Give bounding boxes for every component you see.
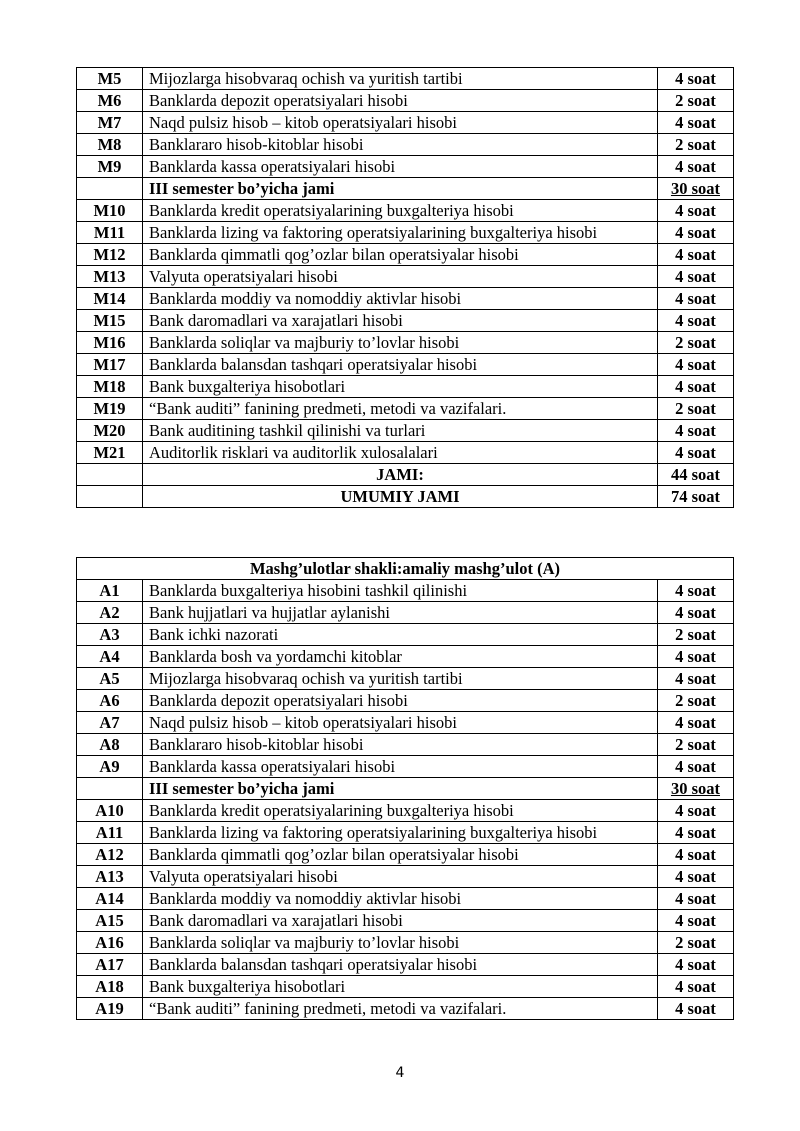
- table-heading-row: [77, 558, 734, 580]
- row-title: Banklararo hisob-kitoblar hisobi: [143, 134, 658, 156]
- row-hours: 4 soat: [658, 756, 734, 778]
- row-code: M15: [77, 310, 143, 332]
- table-row: [77, 580, 734, 602]
- row-code: A2: [77, 602, 143, 624]
- table-row: [77, 690, 734, 712]
- table-row: [77, 420, 734, 442]
- row-title: Banklarda soliqlar va majburiy to’lovlar hisobi: [143, 932, 658, 954]
- row-title: Banklarda lizing va faktoring operatsiyalarining buxgalteriya hisobi: [143, 222, 658, 244]
- row-code: M12: [77, 244, 143, 266]
- table-heading: Mashg’ulotlar shakli:amaliy mashg’ulot (A): [77, 558, 734, 580]
- row-title: Banklararo hisob-kitoblar hisobi: [143, 734, 658, 756]
- row-title: Naqd pulsiz hisob – kitob operatsiyalari hisobi: [143, 712, 658, 734]
- row-hours: 4 soat: [658, 288, 734, 310]
- row-code: M17: [77, 354, 143, 376]
- table-row: [77, 734, 734, 756]
- row-hours: 2 soat: [658, 690, 734, 712]
- row-code: A16: [77, 932, 143, 954]
- row-title: Banklarda depozit operatsiyalari hisobi: [143, 90, 658, 112]
- table-row: [77, 756, 734, 778]
- subtotal-hours: 30 soat: [670, 779, 721, 798]
- row-title: III semester bo’yicha jami: [143, 178, 658, 200]
- page-number: 4: [395, 1065, 405, 1081]
- row-code: A12: [77, 844, 143, 866]
- table-row: [77, 200, 734, 222]
- row-hours: 4 soat: [658, 602, 734, 624]
- row-hours: 2 soat: [658, 90, 734, 112]
- row-code: A14: [77, 888, 143, 910]
- row-code: A1: [77, 580, 143, 602]
- row-hours: 4 soat: [658, 222, 734, 244]
- row-hours: 4 soat: [658, 998, 734, 1020]
- table-row: [77, 266, 734, 288]
- row-title: Banklarda qimmatli qog’ozlar bilan operatsiyalar hisobi: [143, 244, 658, 266]
- row-hours: 2 soat: [658, 134, 734, 156]
- row-title: Banklarda moddiy va nomoddiy aktivlar hisobi: [143, 288, 658, 310]
- row-title: Bank hujjatlari va hujjatlar aylanishi: [143, 602, 658, 624]
- table-row: [77, 222, 734, 244]
- row-code: A11: [77, 822, 143, 844]
- row-code: M14: [77, 288, 143, 310]
- row-title: UMUMIY JAMI: [143, 486, 658, 508]
- row-hours: 4 soat: [658, 68, 734, 90]
- row-title: Valyuta operatsiyalari hisobi: [143, 866, 658, 888]
- row-hours: 44 soat: [658, 464, 734, 486]
- table-row: [77, 310, 734, 332]
- row-title: Bank daromadlari va xarajatlari hisobi: [143, 310, 658, 332]
- row-hours: 4 soat: [658, 442, 734, 464]
- table-row: [77, 332, 734, 354]
- row-hours: 4 soat: [658, 376, 734, 398]
- table-row: [77, 800, 734, 822]
- row-title: Bank buxgalteriya hisobotlari: [143, 976, 658, 998]
- row-hours: 2 soat: [658, 624, 734, 646]
- table-row: [77, 646, 734, 668]
- row-title: Auditorlik risklari va auditorlik xulosalalari: [143, 442, 658, 464]
- row-hours: 2 soat: [658, 398, 734, 420]
- table-row: [77, 822, 734, 844]
- row-hours: 4 soat: [658, 822, 734, 844]
- row-hours: [658, 778, 734, 800]
- table-row: [77, 866, 734, 888]
- row-hours: 4 soat: [658, 310, 734, 332]
- table-row: [77, 954, 734, 976]
- row-code: A10: [77, 800, 143, 822]
- row-hours: [658, 178, 734, 200]
- total-row: [77, 486, 734, 508]
- table-row: [77, 156, 734, 178]
- table-row: [77, 888, 734, 910]
- row-hours: 4 soat: [658, 354, 734, 376]
- row-code: [77, 464, 143, 486]
- row-hours: 4 soat: [658, 420, 734, 442]
- row-code: M16: [77, 332, 143, 354]
- row-code: M10: [77, 200, 143, 222]
- row-hours: 4 soat: [658, 954, 734, 976]
- row-hours: 2 soat: [658, 734, 734, 756]
- row-hours: 4 soat: [658, 888, 734, 910]
- row-code: A17: [77, 954, 143, 976]
- row-title: Banklarda lizing va faktoring operatsiyalarining buxgalteriya hisobi: [143, 822, 658, 844]
- row-hours: 4 soat: [658, 712, 734, 734]
- row-title: Valyuta operatsiyalari hisobi: [143, 266, 658, 288]
- table-row: [77, 398, 734, 420]
- table-row: [77, 112, 734, 134]
- row-code: M7: [77, 112, 143, 134]
- row-code: [77, 486, 143, 508]
- row-title: Bank buxgalteriya hisobotlari: [143, 376, 658, 398]
- row-code: M9: [77, 156, 143, 178]
- row-code: A6: [77, 690, 143, 712]
- row-title: Banklarda buxgalteriya hisobini tashkil qilinishi: [143, 580, 658, 602]
- table-row: [77, 68, 734, 90]
- row-code: A8: [77, 734, 143, 756]
- row-hours: 2 soat: [658, 332, 734, 354]
- row-hours: 4 soat: [658, 200, 734, 222]
- table-row: [77, 134, 734, 156]
- table-row: [77, 244, 734, 266]
- row-title: Bank ichki nazorati: [143, 624, 658, 646]
- row-hours: 4 soat: [658, 910, 734, 932]
- row-title: “Bank auditi” fanining predmeti, metodi va vazifalari.: [143, 398, 658, 420]
- row-code: M21: [77, 442, 143, 464]
- row-hours: 4 soat: [658, 668, 734, 690]
- table-row: [77, 668, 734, 690]
- row-title: Banklarda qimmatli qog’ozlar bilan operatsiyalar hisobi: [143, 844, 658, 866]
- row-code: A3: [77, 624, 143, 646]
- row-title: Banklarda kredit operatsiyalarining buxgalteriya hisobi: [143, 800, 658, 822]
- row-title: III semester bo’yicha jami: [143, 778, 658, 800]
- subtotal-hours: 30 soat: [670, 179, 721, 198]
- row-title: Banklarda soliqlar va majburiy to’lovlar hisobi: [143, 332, 658, 354]
- row-hours: 4 soat: [658, 976, 734, 998]
- row-title: Banklarda kassa operatsiyalari hisobi: [143, 756, 658, 778]
- table-row: [77, 90, 734, 112]
- row-code: A13: [77, 866, 143, 888]
- table-row: [77, 442, 734, 464]
- row-code: M6: [77, 90, 143, 112]
- row-code: A5: [77, 668, 143, 690]
- row-hours: 4 soat: [658, 156, 734, 178]
- row-title: Bank auditining tashkil qilinishi va turlari: [143, 420, 658, 442]
- row-code: A7: [77, 712, 143, 734]
- row-code: A4: [77, 646, 143, 668]
- row-title: Banklarda kredit operatsiyalarining buxgalteriya hisobi: [143, 200, 658, 222]
- row-code: M18: [77, 376, 143, 398]
- practical-hours-table: [76, 557, 734, 1020]
- row-title: “Bank auditi” fanining predmeti, metodi va vazifalari.: [143, 998, 658, 1020]
- row-hours: 74 soat: [658, 486, 734, 508]
- table-row: [77, 910, 734, 932]
- table-row: [77, 998, 734, 1020]
- total-row: [77, 464, 734, 486]
- row-title: Banklarda moddiy va nomoddiy aktivlar hisobi: [143, 888, 658, 910]
- table-row: [77, 624, 734, 646]
- row-code: [77, 178, 143, 200]
- row-title: Banklarda balansdan tashqari operatsiyalar hisobi: [143, 354, 658, 376]
- row-code: M20: [77, 420, 143, 442]
- row-title: Mijozlarga hisobvaraq ochish va yuritish tartibi: [143, 668, 658, 690]
- row-hours: 4 soat: [658, 646, 734, 668]
- row-hours: 4 soat: [658, 844, 734, 866]
- row-code: A18: [77, 976, 143, 998]
- row-hours: 4 soat: [658, 244, 734, 266]
- table-row: [77, 976, 734, 998]
- row-hours: 2 soat: [658, 932, 734, 954]
- row-title: JAMI:: [143, 464, 658, 486]
- subtotal-row: [77, 178, 734, 200]
- table-row: [77, 288, 734, 310]
- table-row: [77, 844, 734, 866]
- row-code: M11: [77, 222, 143, 244]
- row-code: M13: [77, 266, 143, 288]
- row-hours: 4 soat: [658, 266, 734, 288]
- row-code: [77, 778, 143, 800]
- row-hours: 4 soat: [658, 800, 734, 822]
- lecture-hours-table: [76, 67, 734, 508]
- row-hours: 4 soat: [658, 866, 734, 888]
- table-row: [77, 712, 734, 734]
- subtotal-row: [77, 778, 734, 800]
- row-code: M5: [77, 68, 143, 90]
- row-title: Banklarda balansdan tashqari operatsiyalar hisobi: [143, 954, 658, 976]
- row-hours: 4 soat: [658, 580, 734, 602]
- row-title: Banklarda depozit operatsiyalari hisobi: [143, 690, 658, 712]
- row-code: M19: [77, 398, 143, 420]
- row-title: Bank daromadlari va xarajatlari hisobi: [143, 910, 658, 932]
- table-row: [77, 602, 734, 624]
- table-row: [77, 932, 734, 954]
- row-title: Naqd pulsiz hisob – kitob operatsiyalari hisobi: [143, 112, 658, 134]
- table-row: [77, 354, 734, 376]
- row-code: A15: [77, 910, 143, 932]
- row-title: Banklarda kassa operatsiyalari hisobi: [143, 156, 658, 178]
- row-title: Mijozlarga hisobvaraq ochish va yuritish tartibi: [143, 68, 658, 90]
- row-hours: 4 soat: [658, 112, 734, 134]
- table-row: [77, 376, 734, 398]
- row-title: Banklarda bosh va yordamchi kitoblar: [143, 646, 658, 668]
- row-code: A19: [77, 998, 143, 1020]
- row-code: M8: [77, 134, 143, 156]
- row-code: A9: [77, 756, 143, 778]
